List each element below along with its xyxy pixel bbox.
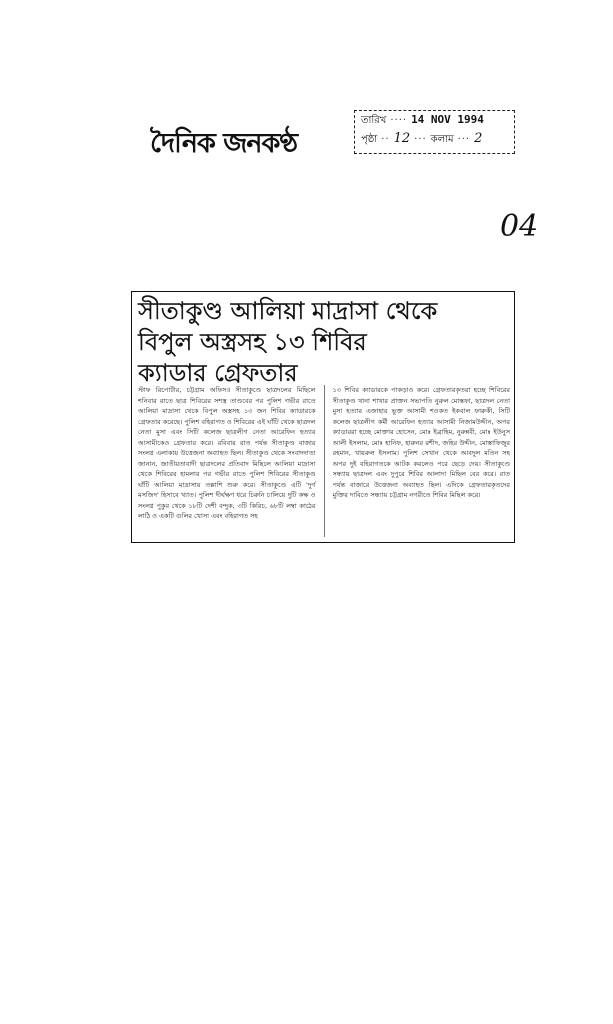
- article-body: [138, 385, 510, 537]
- stamp-date-label: তারিখ: [361, 115, 387, 126]
- article-text: স্টাফ রিপোর্টার, চট্টগ্রাম অফিস॥ সীতাকুণ্ডে ছাত্রদলের মিছিলে শনিবার রাতে ছাত্র শিবিরের সশস্ত্র তাণ্ডবের পর পুলিশ গভীর রাতে আলিয়া মাদ্রাসা থেকে বিপুল অস্ত্রসহ ১৩ জন শিবির ক্যাডারকে গ্রেফতার করেছে। পুলিশ বহিরাগত ও শিবিরের এই ঘাঁটি থেকে ছাত্রদল নেতা মুসা এবং সিটি কলেজ ছাত্রলীগ নেতা আরেফিন হত্যার আসামীকেও গ্রেফতার করে। রবিবার রাত পর্যন্ত সীতাকুণ্ড বাজার সংলগ্ন এলাকায় উত্তেজনা অব্যাহত ছিল। সীতাকুণ্ড থেকে সংবাদদাতা জানান, জাতীয়তাবাদী ছাত্রদলের প্রতিবাদ মিছিলে আলিয়া মাদ্রাসা থেকে শিবিরের হামলার পর গভীর রাতে পুলিশ শিবিরের সীতাকুণ্ড ঘাঁটি আলিয়া মাদ্রাসায় তল্লাশি শুরু করে। সীতাকুণ্ডে এটি 'দুর্গ মসজিদ' হিসাবে খ্যাত। পুলিশ দীর্ঘক্ষণ ধরে চিরুনি চালিয়ে দুটি কক্ষ ও সংলগ্ন পুকুর থেকে ১৮টি দেশী বন্দুক, ৩টি কিরিচ, ৬৮টি লম্বা কাঠের লাঠি ও একটি গুলির খোসা এবং বহিরাগত সহ: [138, 386, 316, 520]
- article-text: ১৩ শিবির ক্যাডারকে পাকড়াও করে। গ্রেফতারকৃতরা হচ্ছে শিবিরের সীতাকুণ্ড থানা শাখার প্রাক্তন সভাপতি নুরুল মোস্তফা, ছাত্রদল নেতা মুসা হত্যার এজাহার ভুক্ত আসামী শওকত ইকবাল ফারুকী, সিটি কলেজ ছাত্রলীগ কর্মী আরেফিন হত্যার আসামী নিজামউদ্দীন, অপর ক্যাডাররা হচ্ছে মোক্তার হোসেন, মোঃ ইব্রাহিম, নুরুন্নবী, মোঃ ইউনুস আলী ইসলাম, মোঃ হানিফ, হারুনর রশীদ, জহির উদ্দীন, মোস্তাফিজুর রহমান, খায়রুল ইসলাম। পুলিশ সেখান থেকে আবদুল মতিন সহ অপর দুই বহিরাগতকে আটক করলেও পরে ছেড়ে দেয়। সীতাকুণ্ডে সন্ধ্যায় ছাত্রদল এবং দুপুরে শিবির আলাদা মিছিল বের করে। রাত পর্যন্ত বাজারে উত্তেজনা অব্যাহত ছিল। এদিকে গ্রেফতারকৃতদের মুক্তির দাবিতে সন্ধ্যায় চট্টগ্রাম নগরীতে শিবির মিছিল করে।: [332, 386, 510, 499]
- stamp-page-row: পৃষ্ঠা ·· 12 ··· কলাম ··· 2: [361, 131, 483, 146]
- headline-line: ক্যাডার গ্রেফতার: [138, 359, 298, 387]
- stamp-column-value: 2: [474, 131, 483, 146]
- handwritten-page-number: 04: [500, 209, 539, 244]
- stamp-date-row: তারিখ ···· 14 NOV 1994: [361, 113, 484, 126]
- stamp-page-value: 12: [393, 131, 411, 146]
- newspaper-masthead: দৈনিক জনকণ্ঠ: [150, 128, 298, 159]
- stamp-date-value: 14 NOV 1994: [411, 113, 484, 126]
- newspaper-clipping: [131, 291, 515, 543]
- column-divider: [324, 385, 325, 537]
- archive-stamp: [354, 110, 515, 154]
- stamp-column-label: কলাম: [430, 134, 454, 145]
- article-headline: [138, 296, 508, 389]
- stamp-page-label: পৃষ্ঠা: [361, 134, 378, 145]
- headline-line: সীতাকুণ্ড আলিয়া মাদ্রাসা থেকে: [138, 297, 438, 325]
- article-column-left: [138, 385, 316, 537]
- article-column-right: [333, 385, 511, 537]
- headline-line: বিপুল অস্ত্রসহ ১৩ শিবির: [138, 328, 367, 356]
